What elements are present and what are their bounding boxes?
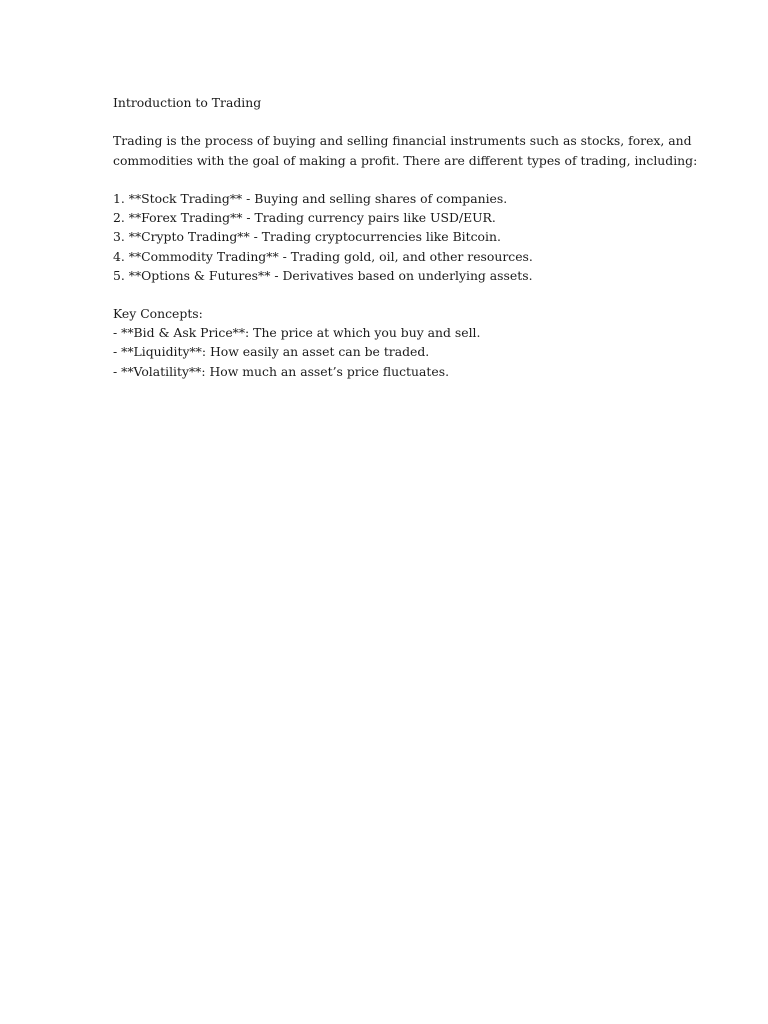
intro-line-1: Trading is the process of buying and selling financial instruments such as stocks, forex, and bbox=[113, 133, 692, 149]
intro-line-2: commodities with the goal of making a profit. There are different types of trading, including: bbox=[113, 152, 698, 168]
blank-line bbox=[113, 285, 713, 304]
document-title: Introduction to Trading bbox=[113, 95, 262, 110]
key-concept-item: - **Bid & Ask Price**: The price at which you buy and sell. bbox=[113, 325, 481, 341]
key-concepts-heading: Key Concepts: bbox=[113, 306, 203, 322]
trading-type-item: 2. **Forex Trading** - Trading currency pairs like USD/EUR. bbox=[113, 210, 496, 226]
key-concept-item: - **Liquidity**: How easily an asset can be traded. bbox=[113, 344, 430, 360]
trading-type-item: 3. **Crypto Trading** - Trading cryptocurrencies like Bitcoin. bbox=[113, 229, 501, 245]
key-concept-item: - **Volatility**: How much an asset’s price fluctuates. bbox=[113, 363, 450, 379]
trading-type-item: 5. **Options & Futures** - Derivatives based on underlying assets. bbox=[113, 267, 533, 283]
blank-line bbox=[113, 170, 713, 189]
trading-type-item: 4. **Commodity Trading** - Trading gold, oil, and other resources. bbox=[113, 248, 533, 264]
document-body bbox=[113, 93, 713, 381]
trading-type-item: 1. **Stock Trading** - Buying and selling shares of companies. bbox=[113, 190, 508, 206]
blank-line bbox=[113, 112, 713, 131]
